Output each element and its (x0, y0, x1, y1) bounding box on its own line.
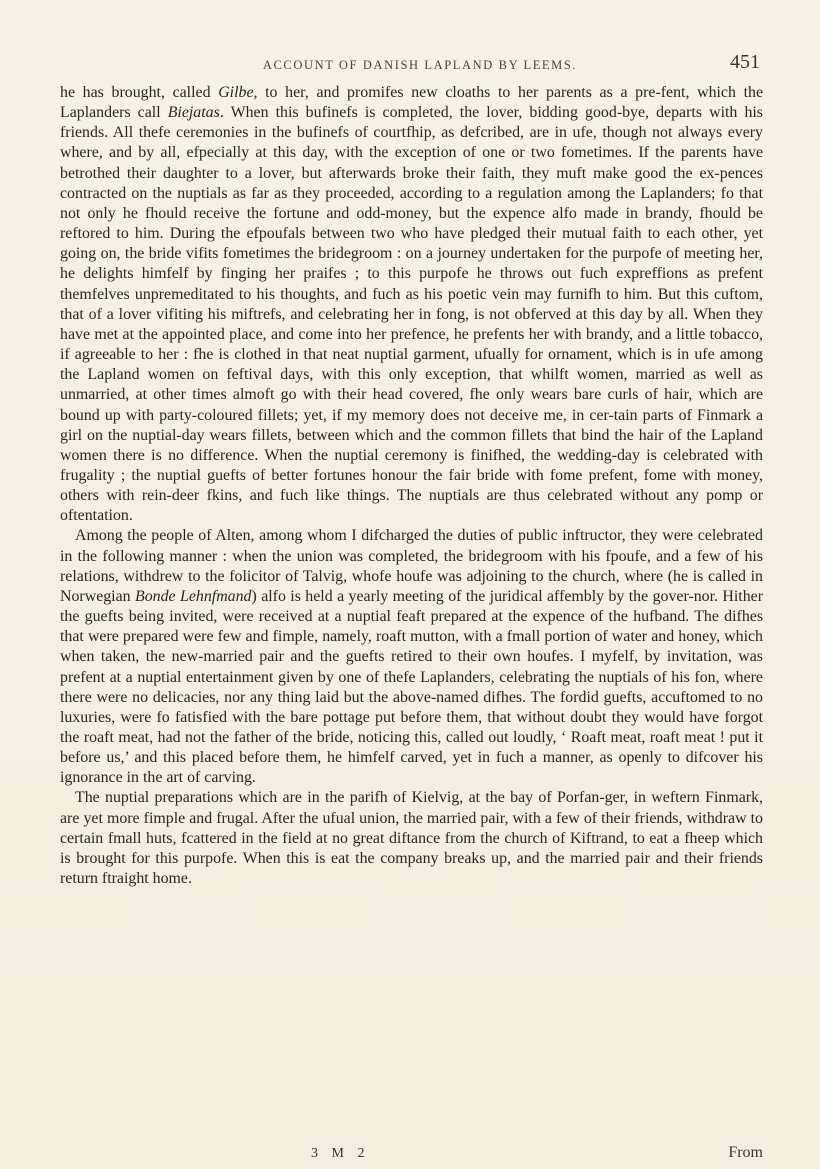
text-run: ) alfo is held a yearly meeting of the juridical affembly by the gover-nor. Hither the guefts being invited, were received at a nuptial feaft prepared at the expence of the hufband. The difhes that were prepared were few and fimple, namely, roaft mutton, with a fmall portion of water and honey, which when taken, the new-married pair and the guefts retired to their own houfes. I myfelf, by invitation, was prefent at a nuptial entertainment given by one of thefe Laplanders, celebrating the nuptials of his fon, where there were no delicacies, nor any thing laid but the above-named difhes. The fordid guefts, accuftomed to no luxuries, were fo fatisfied with the bare pottage put before them, that without doubt they would have forgot the roaft meat, had not the father of the bride, noticing this, called out loudly, ‘ Roaft meat, roaft meat ! put it before us,’ and this placed before them, he himfelf carved, yet in fuch a manner, as openly to difcover his ignorance in the art of carving. (60, 587, 764, 787)
italic-text: Biejatas (167, 104, 220, 122)
page-number: 451 (730, 51, 760, 73)
catchword: From (728, 1144, 763, 1161)
paragraph (60, 526, 763, 788)
italic-text: Gilbe (218, 84, 254, 101)
text-run: he has brought, called (60, 84, 219, 101)
text-run: The nuptial preparations which are in the parifh of Kielvig, at the bay of Porfan-ger, in weftern Finmark, are yet more fimple and frugal. After the ufual union, the married pair, with a few of their friends, withdraw to certain fmall huts, fcattered in the field at no great diftance from the church of Kiftrand, to eat a fheep which is brought for this purpofe. When this is eat the company breaks up, and the married pair and their friends return ftraight home. (60, 789, 763, 888)
paragraph (60, 788, 763, 889)
running-head: ACCOUNT OF DANISH LAPLAND BY LEEMS. (262, 58, 578, 72)
body-text (60, 83, 763, 889)
paragraph (60, 83, 763, 526)
text-run: , to her, and promifes new cloaths to her parents as a pre-fent, which the Laplanders call (60, 84, 763, 122)
italic-text: Bonde Lehnfmand (135, 587, 252, 605)
signature-mark: 3 M 2 (311, 1146, 370, 1161)
text-run: . When this bufinefs is completed, the lover, bidding good-bye, departs with his friends. All thefe ceremonies in the bufinefs of courtfhip, as defcribed, are in ufe, though not always every where, and by all, efpecially at this day, with the exception of one or two fometimes. If the parents have betrothed their daughter to a lover, but afterwards broke their faith, they muft make good the ex-pences contracted on the nuptials as far as they proceeded, according to a regulation among the Laplanders; fo that not only he fhould receive the fortune and odd-money, but the expence alfo made in brandy, fhould be reftored to him. During the efpoufals between two who have pledged their mutual faith to each other, yet going on, the bride vifits fometimes the bridegroom : on a journey undertaken for the purpofe of meeting her, he delights himfelf by finging her praifes ; to this purpofe he throws out fuch expreffions as prefent themfelves unpremeditated to his thoughts, and fuch as his poetic vein may furnifh to him. But this cuftom, that of a lover vifiting his miftrefs, and celebrating her in fong, is not obferved at this day by all. When they have met at the appointed place, and come into her prefence, he prefents her with brandy, and a little tobacco, if agreeable to her : fhe is clothed in that neat nuptial garment, ufually for ornament, which is in ufe among the Lapland women on feftival days, with this only exception, that whilft women, married as well as unmarried, at other times almoft go with their head covered, fhe only wears bare curls of hair, which are bound up with party-coloured fillets; yet, if my memory does not deceive me, in cer-tain parts of Finmark a girl on the nuptial-day wears fillets, between which and the common fillets that bind the hair of the Lapland women there is no difference. When the nuptial ceremony is finifhed, the wedding-day is celebrated with frugality ; the nuptial guefts of better fortunes honour the fair bride with fome prefent, fome with money, others with rein-deer fkins, and fuch like things. The nuptials are thus celebrated without any pomp or oftentation. (60, 104, 763, 525)
text-run: Among the people of Alten, among whom I difcharged the duties of public inftructor, they were celebrated in the following manner : when the union was completed, the bridegroom with his fpoufe, and a few of his relations, withdrew to the folicitor of Talvig, whofe houfe was adjoining to the church, where (he is called in Norwegian (60, 527, 763, 605)
